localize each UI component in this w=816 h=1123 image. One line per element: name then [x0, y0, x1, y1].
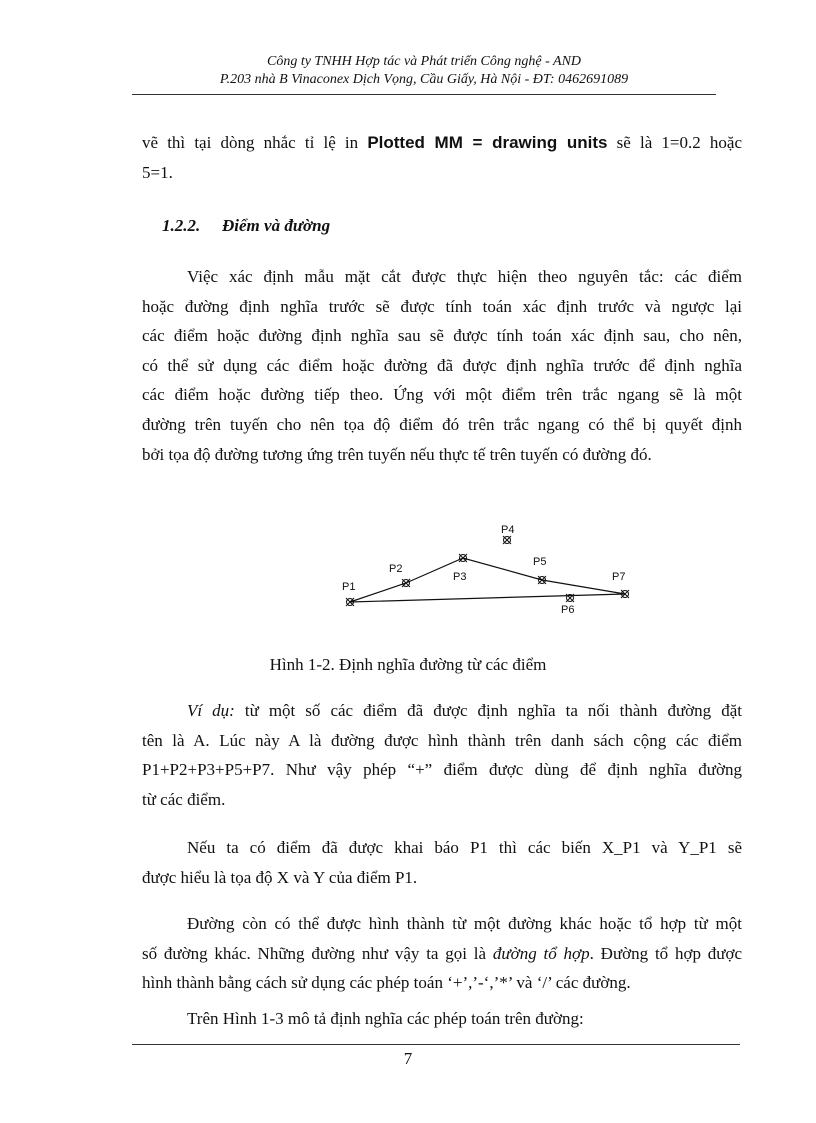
example-lead: Ví dụ: — [187, 701, 235, 720]
footer-rule — [132, 1044, 740, 1045]
section-number: 1.2.2. — [162, 216, 201, 235]
para4-line-1: Đường còn có thể được hình thành từ một đường khác hoặc tổ hợp từ một — [187, 914, 742, 933]
para4-line-3: hình thành bằng cách sử dụng các phép toán ‘+’,’-‘,’*’ và ‘/’ các đường. — [142, 973, 631, 993]
paragraph-points-and-lines — [142, 262, 742, 469]
label-p5: P5 — [533, 556, 547, 568]
label-p1: P1 — [342, 581, 356, 593]
para1-line: Việc xác định mẫu mặt cắt được thực hiện theo nguyên tắc: các điểm — [187, 267, 742, 286]
label-p7: P7 — [612, 571, 626, 583]
label-p3: P3 — [453, 571, 467, 583]
paragraph-composite-lines — [142, 909, 742, 998]
header-address: P.203 nhà B Vinaconex Dịch Vọng, Cầu Giấy, Hà Nội - ĐT: 0462691089 — [219, 72, 629, 87]
header-rule — [132, 94, 716, 95]
paragraph-figure-ref — [142, 1004, 742, 1034]
intro-line-1-tail: sẽ là 1=0.2 hoặc — [607, 133, 743, 152]
figure-line-from-points — [330, 518, 650, 618]
point-marker-p3 — [459, 554, 467, 562]
point-marker-p4 — [503, 536, 511, 544]
para1-line: hoặc đường định nghĩa trước sẽ được tính toán xác định trước và ngược lại — [142, 296, 742, 316]
para1-line: có thể sử dụng các điểm hoặc đường đã được định nghĩa trước để định nghĩa — [142, 355, 742, 375]
para1-line: các điểm hoặc đường định nghĩa sau sẽ được tính toán xác định sau, cho nên, — [142, 326, 742, 346]
para4-line-2-tail: . Đường tổ hợp được — [589, 943, 743, 963]
intro-line-1 — [142, 128, 742, 158]
para3-line-1: Nếu ta có điểm đã được khai báo P1 thì các biến X_P1 và Y_P1 sẽ — [187, 838, 742, 857]
para3-line-2: được hiểu là tọa độ X và Y của điểm P1. — [142, 867, 418, 887]
label-p4: P4 — [501, 524, 515, 536]
section-title: Điểm và đường — [222, 216, 331, 235]
line-p1-p7 — [350, 594, 625, 602]
label-p6: P6 — [561, 604, 575, 616]
para4-line-2 — [142, 939, 742, 969]
para1-line: bởi tọa độ đường tương ứng trên tuyến nếu thực tế trên tuyến có đường đó. — [142, 444, 652, 464]
para5-line-1: Trên Hình 1-3 mô tả định nghĩa các phép toán trên đường: — [187, 1009, 584, 1028]
intro-line-1-text: vẽ thì tại dòng nhắc tỉ lệ in — [142, 133, 368, 152]
header-company: Công ty TNHH Hợp tác và Phát triển Công nghệ - AND — [266, 54, 582, 69]
composite-line-term: đường tổ hợp — [492, 943, 590, 963]
section-heading — [162, 216, 330, 236]
intro-line-2: 5=1. — [142, 162, 173, 182]
para2-line-2: tên là A. Lúc này A là đường được hình thành trên danh sách cộng các điểm — [142, 730, 742, 750]
label-p2: P2 — [389, 563, 403, 575]
intro-paragraph — [142, 128, 742, 187]
paragraph-example — [142, 696, 742, 814]
plotted-mm-bold: Plotted MM = drawing units — [367, 133, 608, 152]
paragraph-variables — [142, 833, 742, 892]
para2-line-1-text: từ một số các điểm đã được định nghĩa ta nối thành đường đặt — [234, 701, 742, 720]
para2-line-1 — [142, 696, 742, 726]
figure-caption: Hình 1-2. Định nghĩa đường từ các điểm — [269, 655, 547, 674]
para1-line: các điểm hoặc đường tiếp theo. Ứng với một điểm trên trắc ngang sẽ là một — [142, 385, 742, 405]
point-marker-p2 — [402, 579, 410, 587]
para1-line: đường trên tuyến cho nên tọa độ điểm đó trên trắc ngang có thể bị quyết định — [142, 414, 742, 434]
para2-line-3: P1+P2+P3+P5+P7. Như vậy phép “+” điểm được dùng để định nghĩa đường — [142, 760, 742, 780]
page-number: 7 — [403, 1049, 413, 1068]
para4-line-2-text: số đường khác. Những đường như vậy ta gọi là — [142, 943, 493, 963]
para2-line-4: từ các điểm. — [142, 789, 226, 809]
page-header — [132, 53, 716, 89]
